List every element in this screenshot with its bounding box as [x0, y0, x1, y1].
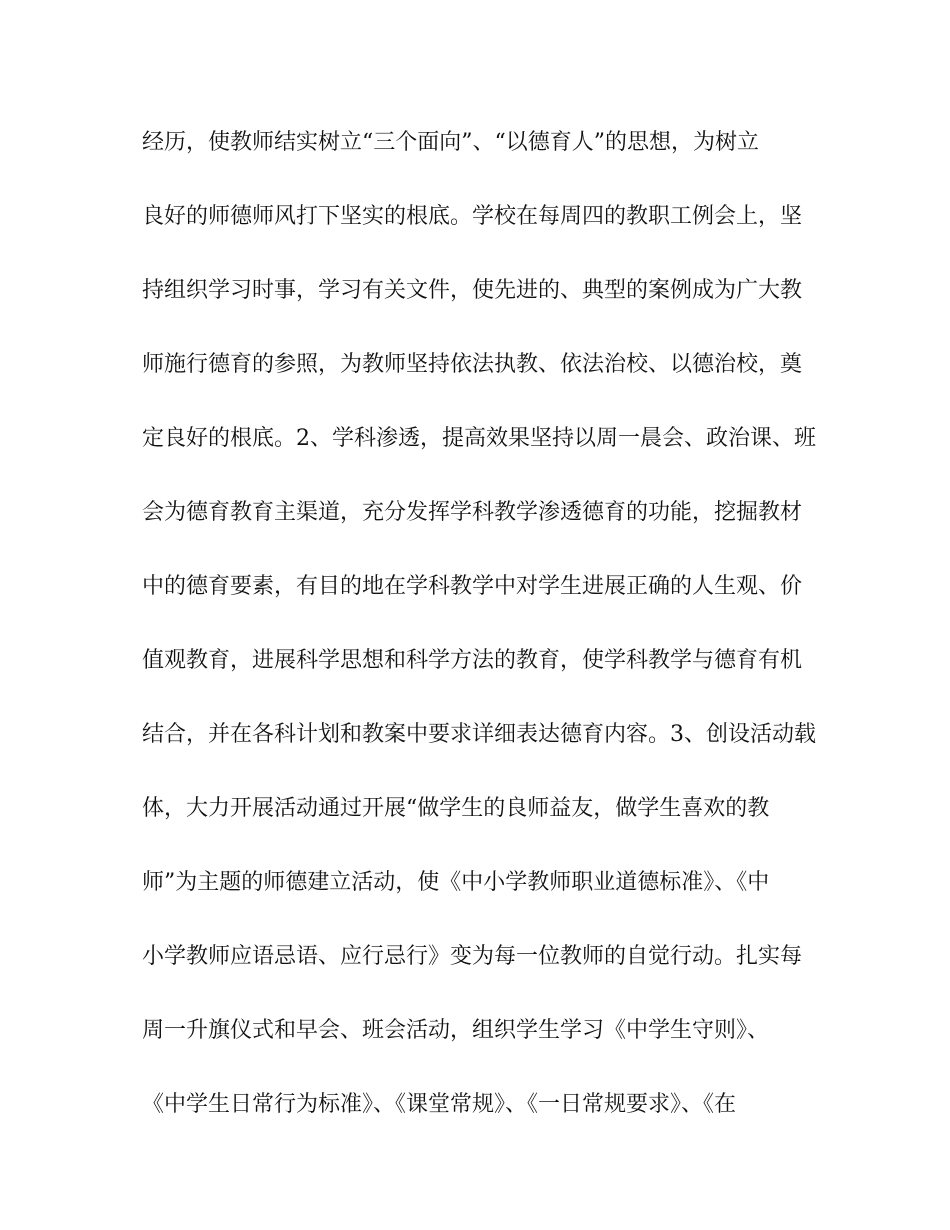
text-line-2: 良好的师德师风打下坚实的根底。学校在每周四的教职工例会上，坚	[142, 204, 803, 229]
text-line-8: 值观教育，进展科学思想和科学方法的教育，使学科教学与德育有机	[142, 648, 803, 673]
text-line-1: 经历，使教师结实树立“三个面向”、“以德育人”的思想，为树立	[142, 130, 759, 155]
text-line-14: 《中学生日常行为标准》、《课堂常规》、《一日常规要求》、《在	[142, 1092, 737, 1117]
text-line-7: 中的德育要素，有目的地在学科教学中对学生进展正确的人生观、价	[142, 574, 803, 599]
text-line-12: 小学教师应语忌语、应行忌行》变为每一位教师的自觉行动。扎实每	[142, 944, 803, 969]
text-line-5: 定良好的根底。2、学科渗透，提高效果坚持以周一晨会、政治课、班	[142, 426, 816, 451]
text-line-13: 周一升旗仪式和早会、班会活动，组织学生学习《中学生守则》、	[142, 1018, 770, 1043]
text-line-10: 体，大力开展活动通过开展“做学生的良师益友，做学生喜欢的教	[142, 796, 770, 821]
text-line-3: 持组织学习时事，学习有关文件，使先进的、典型的案例成为广大教	[142, 278, 803, 303]
text-line-4: 师施行德育的参照，为教师坚持依法执教、依法治校、以德治校，奠	[142, 352, 803, 377]
text-line-6: 会为德育教育主渠道，充分发挥学科教学渗透德育的功能，挖掘教材	[142, 500, 803, 525]
text-line-9: 结合，并在各科计划和教案中要求详细表达德育内容。3、创设活动载	[142, 722, 816, 747]
text-line-11: 师”为主题的师德建立活动，使《中小学教师职业道德标准》、《中	[142, 870, 770, 895]
